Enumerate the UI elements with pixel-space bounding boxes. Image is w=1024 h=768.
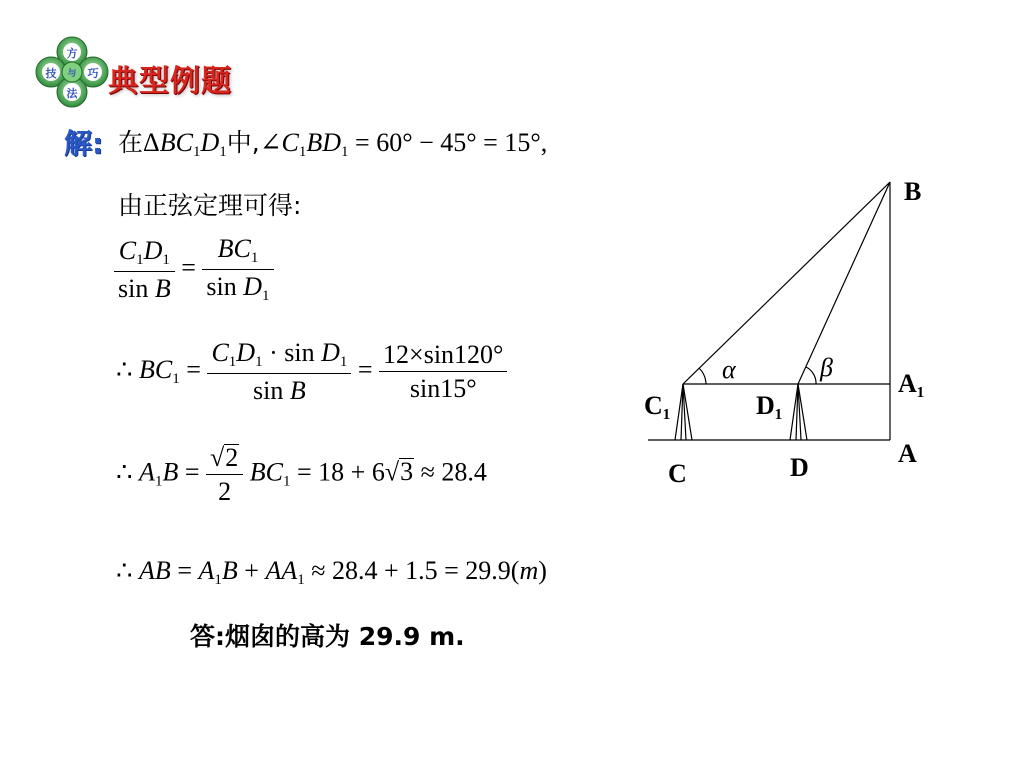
- bc1-equation: ∴ $BC_1$ = $\frac{C_1D_1 \cdot \sin D_1}{\text{sin B}}$ = $\frac{12\times\sin 120^\circ}{\sin 15^\circ}$: [116, 340, 507, 404]
- line6-tail: ≈ 28.4 + 1.5 = 29.9(: [311, 556, 520, 585]
- label-a1: A₁: [898, 369, 925, 398]
- line5-rhs: = 18 + 6: [297, 457, 385, 487]
- solution-line-2: 由正弦定理可得:: [118, 191, 302, 220]
- label-d: D: [790, 453, 809, 482]
- ab-equation: ∴ AB = $A_1B + AA_1 \approx 28.4 + 1.5 = 29.9(m)$: [116, 556, 547, 588]
- line1-prefix: 在: [118, 128, 144, 157]
- label-b: B: [904, 177, 922, 206]
- line5-approx: ≈ 28.4: [420, 457, 487, 487]
- logo-char-right: 巧: [87, 68, 99, 80]
- label-c: C: [668, 459, 687, 488]
- a1b-equation: ∴ $A_1B$ = $\frac{√2}{2}$ $BC_1 = 18 + 6√3 \approx 28.4$: [116, 443, 487, 506]
- solution-line-1: 在$\Delta BC_1D_1$中$,\angle C_1BD_1 = 60^\circ - 45^\circ = 15^\circ$,: [118, 128, 548, 160]
- line6-close: ): [538, 556, 547, 585]
- line1-mid: 中,: [226, 128, 260, 157]
- label-beta: β: [820, 353, 833, 382]
- chimney-diagram: [600, 160, 980, 520]
- sqrt-3: 3: [400, 457, 414, 487]
- sqrt-2: 2: [225, 443, 239, 472]
- alpha-arc: [699, 368, 706, 384]
- section-title: 典型例题: [108, 64, 232, 99]
- logo-char-left: 技: [45, 68, 57, 80]
- label-c1: C₁: [644, 391, 671, 420]
- label-a: A: [898, 439, 917, 468]
- logo-char-center: 与: [67, 68, 77, 78]
- solution-label: 解:: [64, 127, 104, 160]
- clover-logo-icon: [34, 36, 110, 108]
- label-alpha: α: [722, 355, 736, 384]
- line6-unit: m: [519, 556, 539, 585]
- line1-angle-expr: = 60° − 45° = 15°,: [355, 128, 548, 157]
- logo-char-top: 方: [66, 48, 78, 60]
- sight-line-d1: [798, 182, 890, 384]
- sight-line-c1: [683, 182, 890, 384]
- method-logo: [34, 36, 110, 108]
- label-d1: D₁: [756, 391, 783, 420]
- beta-arc: [806, 367, 816, 384]
- logo-char-bottom: 法: [66, 88, 78, 100]
- sine-law-equation: $\frac{C_1D_1}{\text{sin B}}$ = $\frac{BC_1}{\sin D_1}$: [114, 236, 274, 304]
- final-answer: 答:烟囱的高为 29.9 m.: [190, 622, 465, 651]
